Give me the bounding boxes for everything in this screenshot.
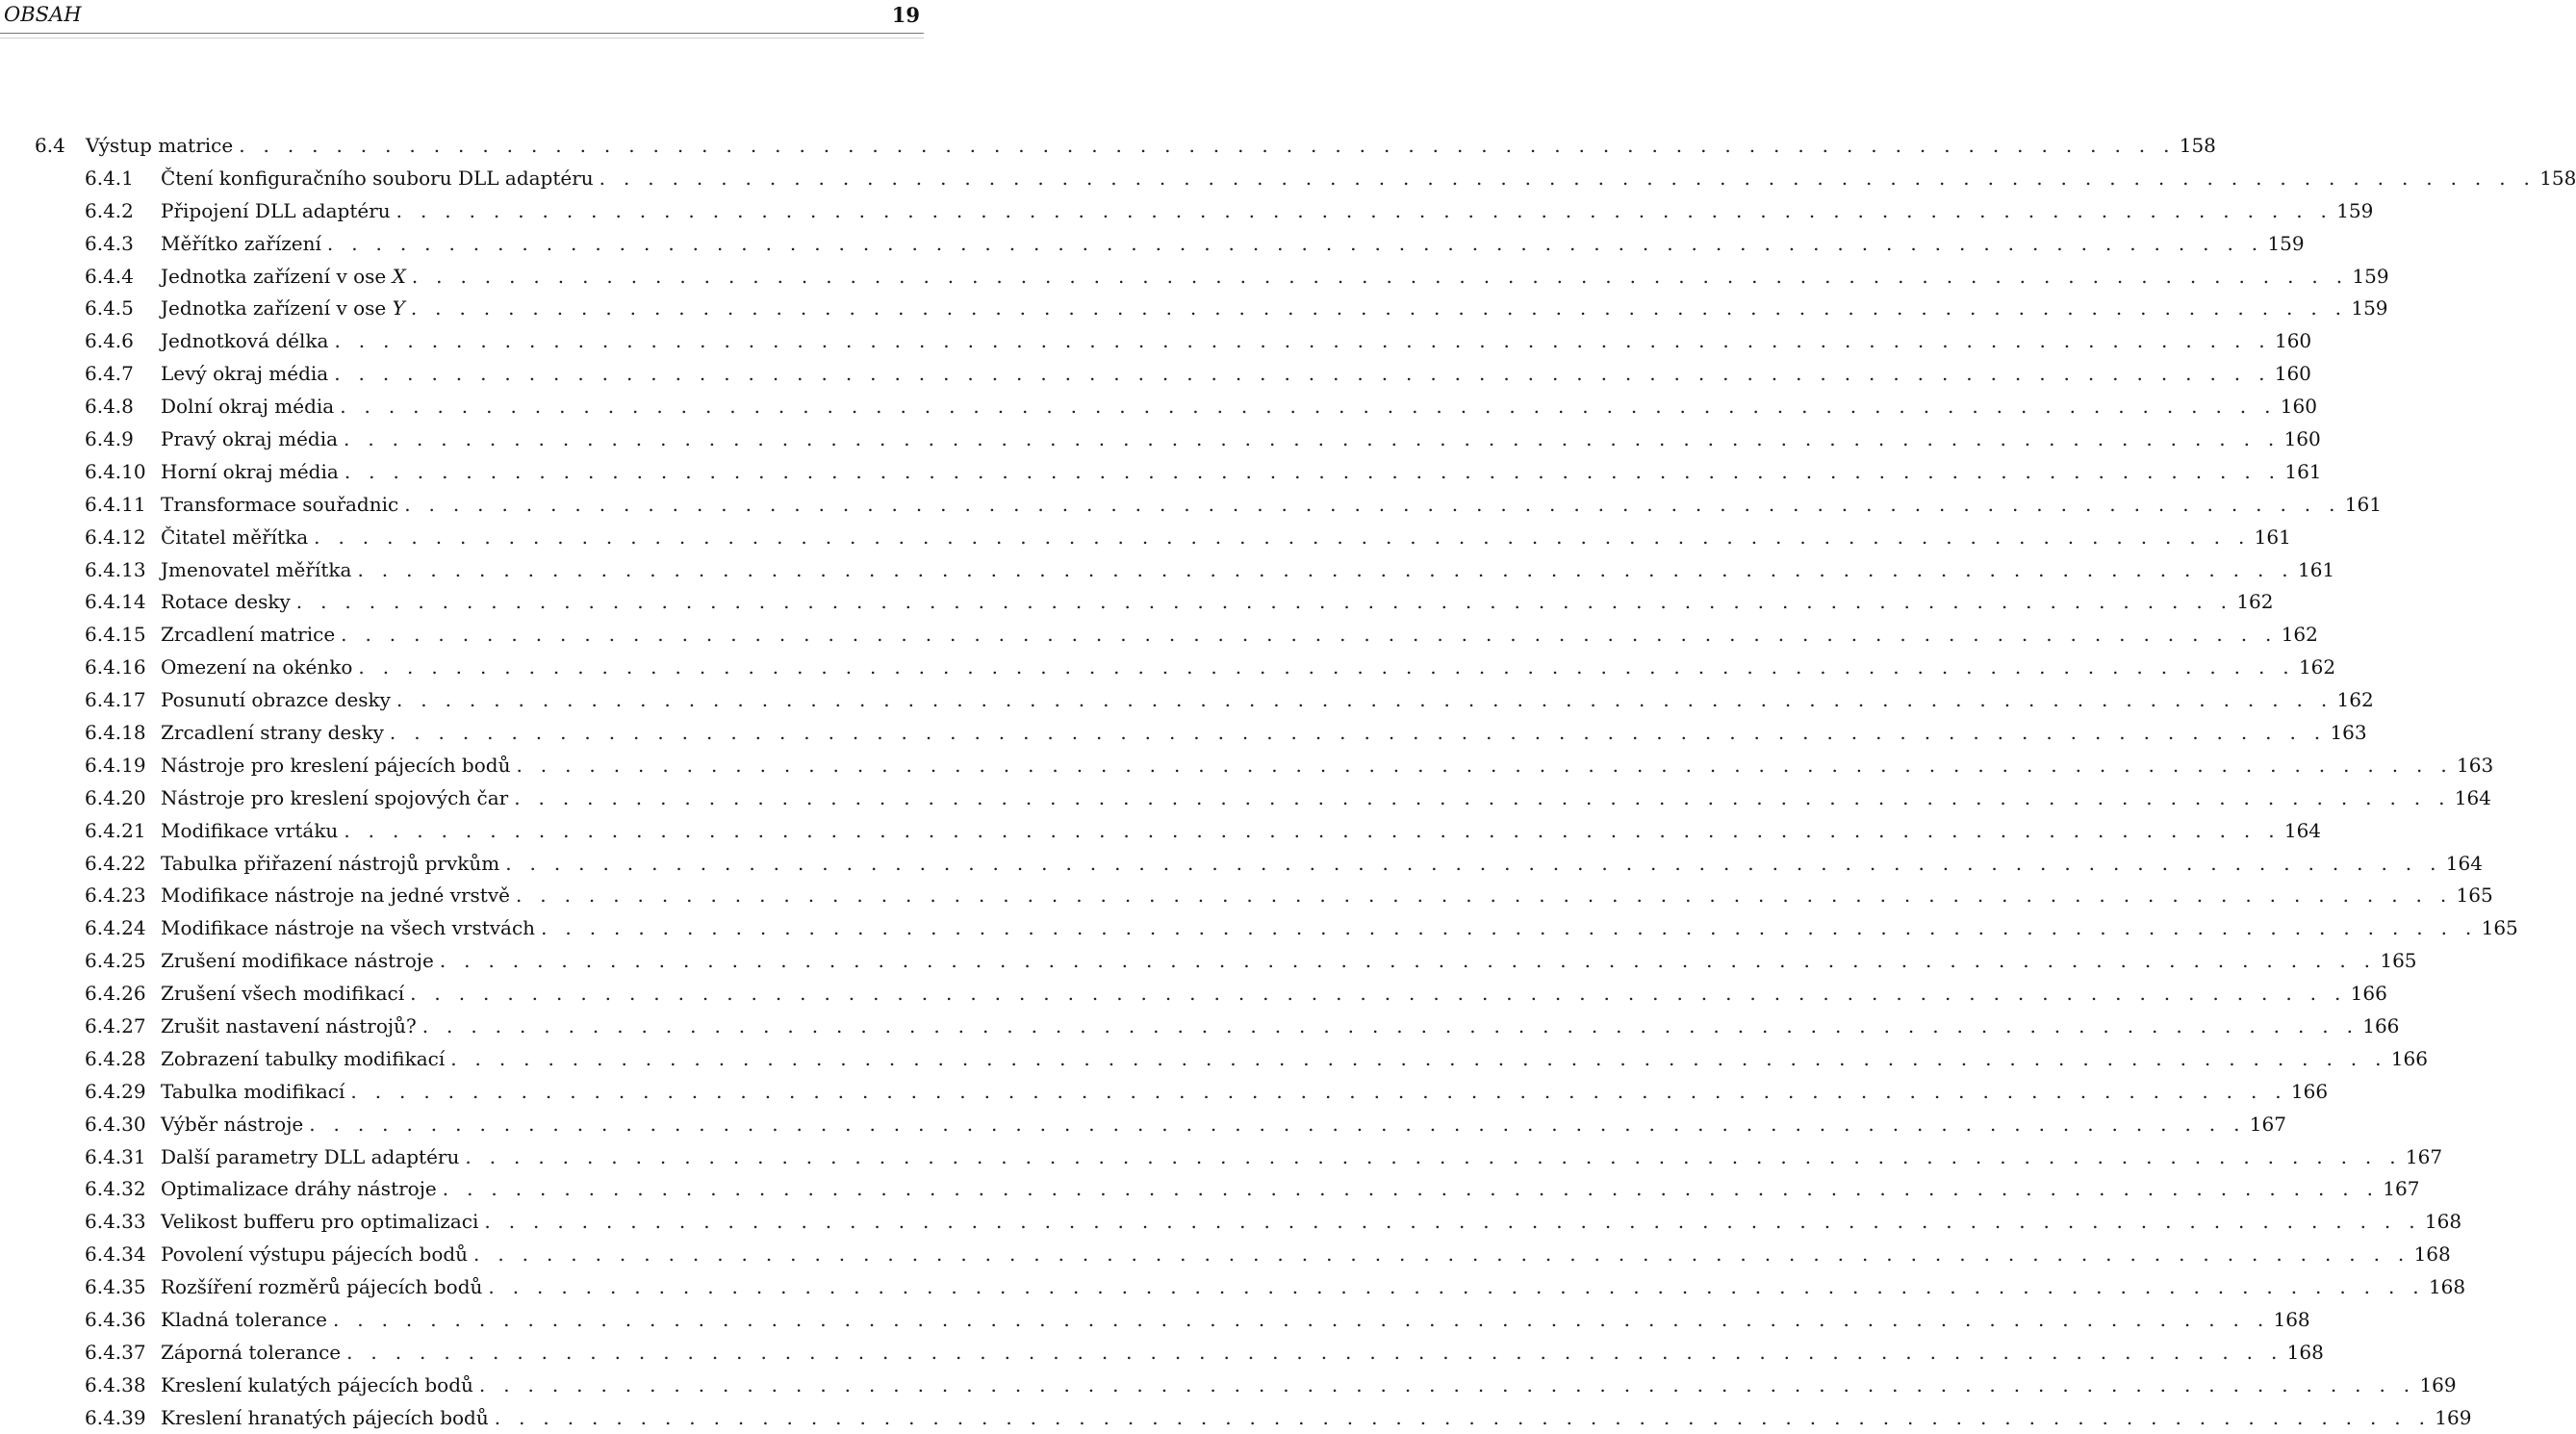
toc-entry-body xyxy=(161,292,2388,324)
toc-entry-number: 6.4.32 xyxy=(85,1177,146,1201)
toc-entry-title-text: Rozšíření rozměrů pájecích bodů xyxy=(161,1275,483,1299)
toc-entry-number: 6.4.34 xyxy=(85,1242,146,1267)
toc-entry-body xyxy=(161,1108,2286,1140)
toc-entry-page-number: 164 xyxy=(2445,851,2483,875)
toc-entry[interactable] xyxy=(0,1336,2324,1369)
toc-dot-leader: . . . . . . . . . . . . . . . . . . . . . . . . . . . . . . . . . . . . . . . . . . . . . . . . . . . . . . . . . . . . . . . . . . . . . . . . . . . . . . . . xyxy=(484,1210,2421,1234)
toc-entry-page-number: 165 xyxy=(2380,949,2417,973)
toc-entry-title xyxy=(161,395,340,418)
toc-entry[interactable] xyxy=(0,716,2367,749)
toc-entry-body xyxy=(161,357,2311,390)
toc-entry-body xyxy=(161,488,2382,521)
running-header-title: OBSAH xyxy=(4,3,82,26)
toc-entry-title xyxy=(161,460,344,483)
toc-entry-title-text: Nástroje pro kreslení spojových čar xyxy=(161,785,509,809)
toc-entry-number: 6.4.7 xyxy=(85,362,134,386)
toc-entry-title-text: Kreslení hranatých pájecích bodů xyxy=(161,1405,489,1429)
toc-entry-title-text: Omezení na okénko xyxy=(161,655,353,679)
toc-entry-body xyxy=(161,1369,2457,1401)
toc-entry-page-number: 158 xyxy=(2539,166,2576,190)
toc-entry-number: 6.4.1 xyxy=(85,166,134,190)
toc-entry-title-text: Výběr nástroje xyxy=(161,1112,304,1136)
toc-entry-page-number: 168 xyxy=(2424,1210,2462,1234)
header-rule xyxy=(0,33,924,34)
toc-entry-body xyxy=(161,618,2318,651)
toc-entry[interactable] xyxy=(0,260,2389,293)
toc-entry-body xyxy=(161,1140,2443,1173)
toc-entry-page-number: 169 xyxy=(2435,1405,2472,1429)
toc-entry-number: 6.4.16 xyxy=(85,655,146,679)
toc-dot-leader: . . . . . . . . . . . . . . . . . . . . . . . . . . . . . . . . . . . . . . . . . . . . . . . . . . . . . . . . . . . . . . . . . . . . . . . . . . . . . . . . xyxy=(344,818,2281,842)
toc-entry-title xyxy=(161,1341,346,1364)
toc-dot-leader: . . . . . . . . . . . . . . . . . . . . . . . . . . . . . . . . . . . . . . . . . . . . . . . . . . . . . . . . . . . . . . . . . . . . . . . . . . . . . . . . xyxy=(326,231,2264,255)
toc-entry-number: 6.4.5 xyxy=(85,296,134,320)
toc-entry-body xyxy=(161,227,2305,260)
toc-entry-title xyxy=(161,1275,488,1298)
toc-dot-leader: . . . . . . . . . . . . . . . . . . . . . . . . . . . . . . . . . . . . . . . . . . . . . . . . . . . . . . . . . . . . . . . . . . . . . . . . . . . . . . . . xyxy=(314,525,2251,549)
toc-entry-title xyxy=(161,883,516,907)
toc-dot-leader: . . . . . . . . . . . . . . . . . . . . . . . . . . . . . . . . . . . . . . . . . . . . . . . . . . . . . . . . . . . . . . . . . . . . . . . . . . . . . . . . xyxy=(411,264,2349,288)
toc-entry-number: 6.4.10 xyxy=(85,459,146,483)
toc-entry-title-text: Dolní okraj média xyxy=(161,395,335,419)
toc-entry-title-text: Jednotková délka xyxy=(161,329,329,353)
toc-dot-leader: . . . . . . . . . . . . . . . . . . . . . . . . . . . . . . . . . . . . . . . . . . . . . . . . . . . . . . . . . . . . . . . . . . . . . . . . . . . . . . . . xyxy=(442,1177,2380,1201)
toc-entry[interactable] xyxy=(0,1205,2462,1238)
toc-entry-number: 6.4.35 xyxy=(85,1275,146,1299)
toc-dot-leader: . . . . . . . . . . . . . . . . . . . . . . . . . . . . . . . . . . . . . . . . . . . . . . . . . . . . . . . . . . . . . . . . . . . . . . . . . . . . . . . . xyxy=(346,1340,2283,1364)
toc-entry-title-text: Měřítko zařízení xyxy=(161,231,321,255)
toc-entry-number: 6.4.14 xyxy=(85,590,146,614)
toc-dot-leader: . . . . . . . . . . . . . . . . . . . . . . . . . . . . . . . . . . . . . . . . . . . . . . . . . . . . . . . . . . . . . . . . . . . . . . . . . . . . . . . . xyxy=(478,1372,2416,1396)
toc-entry-number: 6.4.33 xyxy=(85,1210,146,1234)
toc-entry-body xyxy=(161,1401,2472,1434)
toc-entry-title xyxy=(161,329,334,352)
toc-dot-leader: . . . . . . . . . . . . . . . . . . . . . . . . . . . . . . . . . . . . . . . . . . . . . . . . . . . . . . . . . . . . . . . . . . . . . . . . . . . . . . . . xyxy=(516,753,2453,777)
toc-entry-number: 6.4.17 xyxy=(85,688,146,712)
toc-entry[interactable] xyxy=(0,977,2387,1010)
table-of-contents xyxy=(0,129,2576,1434)
toc-entry-title-text: Zrušení modifikace nástroje xyxy=(161,949,434,973)
toc-entry-title xyxy=(161,786,514,809)
toc-entry[interactable] xyxy=(0,1042,2428,1075)
toc-entry-number: 6.4.37 xyxy=(85,1340,146,1364)
toc-entry-page-number: 161 xyxy=(2344,492,2382,516)
toc-entry-page-number: 159 xyxy=(2267,231,2305,255)
toc-entry-title-text: Povolení výstupu pájecích bodů xyxy=(161,1242,469,1267)
toc-dot-leader: . . . . . . . . . . . . . . . . . . . . . . . . . . . . . . . . . . . . . . . . . . . . . . . . . . . . . . . . . . . . . . . . . . . . . . . . . . . . . . . . xyxy=(389,720,2327,744)
toc-dot-leader: . . . . . . . . . . . . . . . . . . . . . . . . . . . . . . . . . . . . . . . . . . . . . . . . . . . . . . . . . . . . . . . . . . . . . . . . . . . . . . . . xyxy=(341,623,2278,647)
toc-entry-body xyxy=(161,749,2494,781)
toc-dot-leader: . . . . . . . . . . . . . . . . . . . . . . . . . . . . . . . . . . . . . . . . . . . . . . . . . . . . . . . . . . . . . . . . . . . . . . . . . . . . . . . . xyxy=(421,1013,2359,1037)
toc-entry-title-text: Čitatel měřítka xyxy=(161,525,309,549)
toc-entry-number: 6.4.24 xyxy=(85,916,146,940)
toc-entry-title xyxy=(161,949,440,972)
toc-entry-body xyxy=(161,1303,2310,1336)
toc-entry-page-number: 159 xyxy=(2351,296,2388,320)
toc-entry-number: 6.4.3 xyxy=(85,231,134,255)
toc-entry-title xyxy=(161,1406,495,1429)
toc-dot-leader: . . . . . . . . . . . . . . . . . . . . . . . . . . . . . . . . . . . . . . . . . . . . . . . . . . . . . . . . . . . . . . . . . . . . . . . . . . . . . . . . xyxy=(309,1112,2246,1136)
toc-entry-number: 6.4.13 xyxy=(85,557,146,581)
toc-entry-title-text: Zrušení všech modifikací xyxy=(161,982,405,1006)
toc-entry[interactable] xyxy=(0,618,2318,651)
toc-entry-number: 6.4.25 xyxy=(85,949,146,973)
toc-entry[interactable] xyxy=(0,227,2305,260)
toc-dot-leader: . . . . . . . . . . . . . . . . . . . . . . . . . . . . . . . . . . . . . . . . . . . . . . . . . . . . . . . . . . . . . . . . . . . . . . . . . . . . . . . . xyxy=(404,492,2341,516)
toc-entry-number: 6.4 xyxy=(35,133,65,157)
toc-dot-leader: . . . . . . . . . . . . . . . . . . . . . . . . . . . . . . . . . . . . . . . . . . . . . . . . . . . . . . . . . . . . . . . . . . . . . . . . . . . . . . . . xyxy=(395,198,2334,222)
toc-entry-body xyxy=(161,390,2317,423)
toc-entry-number: 6.4.4 xyxy=(85,264,134,288)
toc-entry-page-number: 168 xyxy=(2286,1340,2324,1364)
toc-entry-title-text: Záporná tolerance xyxy=(161,1340,342,1364)
toc-entry[interactable] xyxy=(0,455,2322,488)
toc-entry-title xyxy=(161,525,314,549)
toc-entry-body xyxy=(161,553,2335,586)
toc-entry-body xyxy=(161,651,2336,683)
toc-entry-number: 6.4.6 xyxy=(85,329,134,353)
toc-entry-body xyxy=(161,455,2322,488)
toc-entry[interactable] xyxy=(0,683,2374,716)
toc-entry-page-number: 161 xyxy=(2297,557,2335,581)
toc-entry-title-text: Čtení konfiguračního souboru DLL adaptéru xyxy=(161,166,594,190)
toc-entry-number: 6.4.23 xyxy=(85,883,146,908)
toc-entry[interactable] xyxy=(0,390,2317,423)
toc-dot-leader: . . . . . . . . . . . . . . . . . . . . . . . . . . . . . . . . . . . . . . . . . . . . . . . . . . . . . . . . . . . . . . . . . . . . . . . . . . . . . . . . xyxy=(395,688,2334,712)
toc-entry-page-number: 164 xyxy=(2454,785,2491,809)
toc-entry[interactable] xyxy=(0,847,2483,880)
toc-entry-title-text: Rotace desky xyxy=(161,590,291,614)
toc-entry-title-text: Další parametry DLL adaptéru xyxy=(161,1144,460,1168)
toc-entry-number: 6.4.22 xyxy=(85,851,146,875)
toc-entry[interactable] xyxy=(0,488,2382,521)
toc-entry[interactable] xyxy=(0,1401,2472,1434)
toc-entry-number: 6.4.12 xyxy=(85,525,146,549)
toc-entry-body xyxy=(161,977,2387,1010)
toc-entry-title-text: Modifikace vrtáku xyxy=(161,818,339,842)
toc-entry-page-number: 158 xyxy=(2179,133,2216,157)
toc-dot-leader: . . . . . . . . . . . . . . . . . . . . . . . . . . . . . . . . . . . . . . . . . . . . . . . . . . . . . . . . . . . . . . . . . . . . . . . . . . . . . . . . xyxy=(334,329,2271,353)
toc-entry[interactable] xyxy=(0,423,2321,455)
toc-entry-body xyxy=(86,129,2216,162)
toc-dot-leader: . . . . . . . . . . . . . . . . . . . . . . . . . . . . . . . . . . . . . . . . . . . . . . . . . . . . . . . . . . . . . . . . . . . . . . . . . . . . . . . . xyxy=(344,459,2282,483)
toc-entry-title xyxy=(161,265,412,288)
toc-entry[interactable] xyxy=(0,651,2336,683)
toc-entry-body xyxy=(161,521,2291,553)
toc-entry[interactable] xyxy=(0,1075,2329,1108)
toc-entry-body xyxy=(161,1075,2329,1108)
toc-entry-title-text: Tabulka přiřazení nástrojů prvkům xyxy=(161,851,500,875)
toc-entry-body xyxy=(161,781,2491,814)
toc-entry-title xyxy=(161,558,357,581)
toc-entry[interactable] xyxy=(0,1369,2457,1401)
toc-entry-page-number: 168 xyxy=(2413,1242,2451,1267)
toc-entry-page-number: 167 xyxy=(2405,1144,2443,1168)
toc-entry-page-number: 160 xyxy=(2274,362,2311,386)
toc-dot-leader: . . . . . . . . . . . . . . . . . . . . . . . . . . . . . . . . . . . . . . . . . . . . . . . . . . . . . . . . . . . . . . . . . . . . . . . . . . . . . . . . xyxy=(410,296,2348,320)
toc-entry[interactable] xyxy=(0,194,2374,227)
toc-entry-title xyxy=(161,296,411,320)
toc-entry-number: 6.4.36 xyxy=(85,1308,146,1331)
toc-entry-page-number: 166 xyxy=(2350,982,2387,1006)
toc-dot-leader: . . . . . . . . . . . . . . . . . . . . . . . . . . . . . . . . . . . . . . . . . . . . . . . . . . . . . . . . . . . . . . . . . . . . . . . . . . . . . . . . xyxy=(599,166,2537,190)
toc-entry-title-text: Jmenovatel měřítka xyxy=(161,557,352,581)
toc-entry-number: 6.4.26 xyxy=(85,982,146,1006)
toc-entry-page-number: 166 xyxy=(2390,1046,2428,1070)
toc-entry-body xyxy=(161,1205,2462,1238)
toc-entry-title xyxy=(161,1080,350,1103)
toc-entry-title-text: Posunutí obrazce desky xyxy=(161,688,391,712)
toc-section-entry[interactable] xyxy=(0,129,2216,162)
toc-entry-title xyxy=(161,623,341,646)
toc-entry-number: 6.4.18 xyxy=(85,720,146,744)
toc-entry[interactable] xyxy=(0,749,2494,781)
toc-entry-body xyxy=(161,194,2374,227)
toc-entry-page-number: 160 xyxy=(2280,395,2317,419)
toc-entry[interactable] xyxy=(0,814,2322,847)
toc-entry-body xyxy=(161,944,2417,977)
toc-entry-page-number: 162 xyxy=(2336,688,2374,712)
toc-dot-leader: . . . . . . . . . . . . . . . . . . . . . . . . . . . . . . . . . . . . . . . . . . . . . . . . . . . . . . . . . . . . . . . . . . . . . . . . . . . . . . . . xyxy=(340,395,2277,419)
toc-entry-page-number: 161 xyxy=(2284,459,2322,483)
toc-entry-title-text: Velikost bufferu pro optimalizaci xyxy=(161,1210,479,1234)
toc-dot-leader: . . . . . . . . . . . . . . . . . . . . . . . . . . . . . . . . . . . . . . . . . . . . . . . . . . . . . . . . . . . . . . . . . . . . . . . . . . . . . . . . xyxy=(515,883,2453,908)
toc-entry-title-text: Kreslení kulatých pájecích bodů xyxy=(161,1372,473,1396)
toc-entry-title xyxy=(161,1308,333,1331)
toc-entry-number: 6.4.8 xyxy=(85,395,134,419)
toc-entry-title-text: Optimalizace dráhy nástroje xyxy=(161,1177,437,1201)
toc-entry-number: 6.4.15 xyxy=(85,623,146,647)
toc-entry[interactable] xyxy=(0,162,2576,194)
toc-dot-leader: . . . . . . . . . . . . . . . . . . . . . . . . . . . . . . . . . . . . . . . . . . . . . . . . . . . . . . . . . . . . . . . . . . . . . . . . . . . . . . . . xyxy=(357,557,2294,581)
toc-entry-title-text: Jednotka zařízení v ose xyxy=(161,296,393,320)
toc-dot-leader: . . . . . . . . . . . . . . . . . . . . . . . . . . . . . . . . . . . . . . . . . . . . . . . . . . . . . . . . . . . . . . . . . . . . . . . . . . . . . . . . xyxy=(439,949,2377,973)
toc-entry-title xyxy=(161,1177,443,1200)
toc-entry-title xyxy=(161,362,334,385)
toc-entry[interactable] xyxy=(0,553,2335,586)
toc-dot-leader: . . . . . . . . . . . . . . . . . . . . . . . . . . . . . . . . . . . . . . . . . . . . . . . . . . . . . . . . . . . . . . . . . . . . . . . . . . . . . . . . xyxy=(473,1242,2410,1267)
toc-entry-title xyxy=(161,1210,484,1233)
toc-entry-title xyxy=(161,819,344,842)
toc-entry-title xyxy=(161,916,541,939)
toc-entry-title xyxy=(161,493,404,516)
toc-dot-leader: . . . . . . . . . . . . . . . . . . . . . . . . . . . . . . . . . . . . . . . . . . . . . . . . . . . . . . . . . . . . . . . . . . . . . . . . . . . . . . . . xyxy=(465,1144,2402,1168)
toc-entry[interactable] xyxy=(0,521,2291,553)
toc-entry[interactable] xyxy=(0,1010,2400,1042)
toc-entry-number: 6.4.11 xyxy=(85,492,146,516)
toc-dot-leader: . . . . . . . . . . . . . . . . . . . . . . . . . . . . . . . . . . . . . . . . . . . . . . . . . . . . . . . . . . . . . . . . . . . . . . . . . . . . . . . . xyxy=(344,426,2281,450)
toc-entry-title xyxy=(161,982,410,1005)
toc-entry-page-number: 168 xyxy=(2273,1308,2310,1331)
toc-entry-title-text: Tabulka modifikací xyxy=(161,1079,345,1103)
toc-dot-leader: . . . . . . . . . . . . . . . . . . . . . . . . . . . . . . . . . . . . . . . . . . . . . . . . . . . . . . . . . . . . . . . . . . . . . . . . . . . . . . . . xyxy=(514,785,2451,809)
toc-entry-number: 6.4.31 xyxy=(85,1144,146,1168)
toc-entry-body xyxy=(161,1173,2420,1206)
toc-entry-body xyxy=(161,847,2483,880)
toc-entry-number: 6.4.39 xyxy=(85,1405,146,1429)
toc-entry-title xyxy=(161,166,599,190)
toc-entry-page-number: 163 xyxy=(2457,753,2494,777)
toc-entry-title-text: Levý okraj média xyxy=(161,362,329,386)
toc-entry[interactable] xyxy=(0,879,2493,911)
toc-entry-page-number: 169 xyxy=(2419,1372,2457,1396)
toc-entry-title-text: Modifikace nástroje na jedné vrstvě xyxy=(161,883,510,908)
toc-entry-page-number: 165 xyxy=(2481,916,2518,940)
toc-entry-number: 6.4.20 xyxy=(85,785,146,809)
toc-entry-title-text: Jednotka zařízení v ose xyxy=(161,264,393,288)
toc-entry-number: 6.4.27 xyxy=(85,1013,146,1037)
toc-entry-number: 6.4.30 xyxy=(85,1112,146,1136)
toc-entry[interactable] xyxy=(0,1140,2443,1173)
toc-entry-page-number: 165 xyxy=(2456,883,2493,908)
toc-entry-body xyxy=(161,879,2493,911)
toc-entry[interactable] xyxy=(0,357,2311,390)
toc-entry-title xyxy=(161,1113,309,1136)
toc-entry-title xyxy=(161,232,327,255)
toc-entry-title xyxy=(161,655,358,679)
toc-entry[interactable] xyxy=(0,1270,2466,1303)
toc-entry[interactable] xyxy=(0,1303,2310,1336)
toc-dot-leader: . . . . . . . . . . . . . . . . . . . . . . . . . . . . . . . . . . . . . . . . . . . . . . . . . . . . . . . . . . . . . . . . . . . . . . . . . . . . . . . . xyxy=(494,1405,2432,1429)
toc-entry-number: 6.4.21 xyxy=(85,818,146,842)
toc-entry-title-text: Transformace souřadnic xyxy=(161,492,399,516)
toc-entry-title-text: Modifikace nástroje na všech vrstvách xyxy=(161,916,536,940)
toc-entry-body xyxy=(161,162,2576,194)
toc-entry-page-number: 162 xyxy=(2298,655,2336,679)
toc-entry-title xyxy=(161,427,344,450)
toc-entry-title-text: Pravý okraj média xyxy=(161,426,339,450)
toc-entry-body xyxy=(161,585,2274,618)
toc-entry-page-number: 163 xyxy=(2330,720,2367,744)
toc-entry-number: 6.4.28 xyxy=(85,1046,146,1070)
toc-entry-math-symbol: Y xyxy=(392,296,405,320)
toc-entry-body xyxy=(161,716,2367,749)
toc-entry-number: 6.4.19 xyxy=(85,753,146,777)
toc-entry-body xyxy=(161,260,2389,293)
toc-entry-title xyxy=(161,1047,450,1070)
toc-entry-body xyxy=(161,1042,2428,1075)
toc-entry-page-number: 161 xyxy=(2254,525,2291,549)
toc-entry-body xyxy=(161,814,2322,847)
toc-entry[interactable] xyxy=(0,911,2518,944)
toc-entry[interactable] xyxy=(0,781,2491,814)
toc-entry-page-number: 167 xyxy=(2383,1177,2420,1201)
toc-entry[interactable] xyxy=(0,1238,2451,1270)
toc-entry-title xyxy=(161,754,516,777)
toc-entry-page-number: 160 xyxy=(2283,426,2321,450)
toc-dot-leader: . . . . . . . . . . . . . . . . . . . . . . . . . . . . . . . . . . . . . . . . . . . . . . . . . . . . . . . . . . . . . . . . . . . . . . . . . . . . . . . . xyxy=(410,982,2347,1006)
toc-entry-page-number: 166 xyxy=(2290,1079,2329,1103)
toc-entry-title xyxy=(161,688,396,711)
toc-entry-title xyxy=(161,1373,479,1396)
toc-entry-title-text: Zrcadlení strany desky xyxy=(161,720,384,744)
toc-entry-body xyxy=(161,1238,2451,1270)
running-header-page-number: 19 xyxy=(891,2,920,27)
toc-entry-title-text: Kladná tolerance xyxy=(161,1308,327,1331)
toc-entry-page-number: 166 xyxy=(2362,1013,2400,1037)
toc-entry-title xyxy=(161,721,390,744)
toc-dot-leader: . . . . . . . . . . . . . . . . . . . . . . . . . . . . . . . . . . . . . . . . . . . . . . . . . . . . . . . . . . . . . . . . . . . . . . . . . . . . . . . . xyxy=(541,916,2478,940)
toc-entry-title-text: Připojení DLL adaptéru xyxy=(161,198,391,222)
toc-entry-title-text: Nástroje pro kreslení pájecích bodů xyxy=(161,753,511,777)
toc-entry[interactable] xyxy=(0,944,2417,977)
toc-dot-leader: . . . . . . . . . . . . . . . . . . . . . . . . . . . . . . . . . . . . . . . . . . . . . . . . . . . . . . . . . . . . . . . . . . . . . . . . . . . . . . . . xyxy=(334,362,2271,386)
toc-entry-page-number: 167 xyxy=(2249,1112,2286,1136)
toc-entry-body xyxy=(161,911,2518,944)
toc-dot-leader: . . . . . . . . . . . . . . . . . . . . . . . . . . . . . . . . . . . . . . . . . . . . . . . . . . . . . . . . . . . . . . . . . . . . . . . . . . . . . . . . xyxy=(332,1308,2270,1331)
toc-entry-body xyxy=(161,1270,2466,1303)
toc-entry-title xyxy=(161,1242,473,1266)
toc-entry-page-number: 162 xyxy=(2236,590,2274,614)
toc-entry-title-text: Zrušit nastavení nástrojů? xyxy=(161,1013,417,1037)
toc-entry-title-text: Zobrazení tabulky modifikací xyxy=(161,1046,446,1070)
toc-entry-title xyxy=(161,852,505,875)
toc-entry[interactable] xyxy=(0,324,2312,357)
toc-entry-page-number: 168 xyxy=(2428,1275,2466,1299)
toc-entry-page-number: 160 xyxy=(2274,329,2312,353)
toc-entry-body xyxy=(161,324,2312,357)
toc-entry[interactable] xyxy=(0,292,2388,324)
toc-entry-title-text: Horní okraj média xyxy=(161,459,339,483)
toc-entry-math-symbol: X xyxy=(392,264,406,288)
toc-dot-leader: . . . . . . . . . . . . . . . . . . . . . . . . . . . . . . . . . . . . . . . . . . . . . . . . . . . . . . . . . . . . . . . . . . . . . . . . . . . . . . . . xyxy=(488,1275,2425,1299)
toc-entry-page-number: 159 xyxy=(2352,264,2389,288)
toc-entry-page-number: 159 xyxy=(2336,198,2374,222)
toc-entry-title xyxy=(161,1014,422,1037)
toc-entry-page-number: 164 xyxy=(2283,818,2322,842)
toc-entry-title-text: Zrcadlení matrice xyxy=(161,623,336,647)
toc-entry-body xyxy=(161,1010,2400,1042)
toc-dot-leader: . . . . . . . . . . . . . . . . . . . . . . . . . . . . . . . . . . . . . . . . . . . . . . . . . . . . . . . . . . . . . . . . . . . . . . . . . . . . . . . . xyxy=(450,1046,2387,1070)
toc-entry[interactable] xyxy=(0,1108,2286,1140)
running-header xyxy=(4,0,920,29)
toc-dot-leader: . . . . . . . . . . . . . . . . . . . . . . . . . . . . . . . . . . . . . . . . . . . . . . . . . . . . . . . . . . . . . . . . . . . . . . . . . . . . . . . . xyxy=(350,1079,2287,1103)
toc-entry-title xyxy=(161,590,296,613)
toc-dot-leader: . . . . . . . . . . . . . . . . . . . . . . . . . . . . . . . . . . . . . . . . . . . . . . . . . . . . . . . . . . . . . . . . . . . . . . . . . . . . . . . . xyxy=(295,590,2233,614)
toc-entry-number: 6.4.29 xyxy=(85,1079,146,1103)
toc-entry-title xyxy=(161,199,396,222)
toc-entry-title xyxy=(86,134,239,157)
toc-entry-number: 6.4.2 xyxy=(85,198,134,222)
toc-dot-leader: . . . . . . . . . . . . . . . . . . . . . . . . . . . . . . . . . . . . . . . . . . . . . . . . . . . . . . . . . . . . . . . . . . . . . . . . . . . . . . . . xyxy=(358,655,2295,679)
toc-entry-title-text: Výstup matrice xyxy=(86,133,234,157)
toc-dot-leader: . . . . . . . . . . . . . . . . . . . . . . . . . . . . . . . . . . . . . . . . . . . . . . . . . . . . . . . . . . . . . . . . . . . . . . . . . . . . . . . . xyxy=(239,133,2176,157)
toc-entry[interactable] xyxy=(0,585,2274,618)
toc-dot-leader: . . . . . . . . . . . . . . . . . . . . . . . . . . . . . . . . . . . . . . . . . . . . . . . . . . . . . . . . . . . . . . . . . . . . . . . . . . . . . . . . xyxy=(505,851,2442,875)
toc-entry-body xyxy=(161,1336,2324,1369)
toc-entry-body xyxy=(161,423,2321,455)
toc-entry-number: 6.4.38 xyxy=(85,1372,146,1396)
toc-entry-page-number: 162 xyxy=(2281,623,2318,647)
toc-entry-title xyxy=(161,1145,465,1168)
toc-entry-number: 6.4.9 xyxy=(85,426,134,450)
toc-entry-body xyxy=(161,683,2374,716)
toc-entry[interactable] xyxy=(0,1173,2420,1206)
